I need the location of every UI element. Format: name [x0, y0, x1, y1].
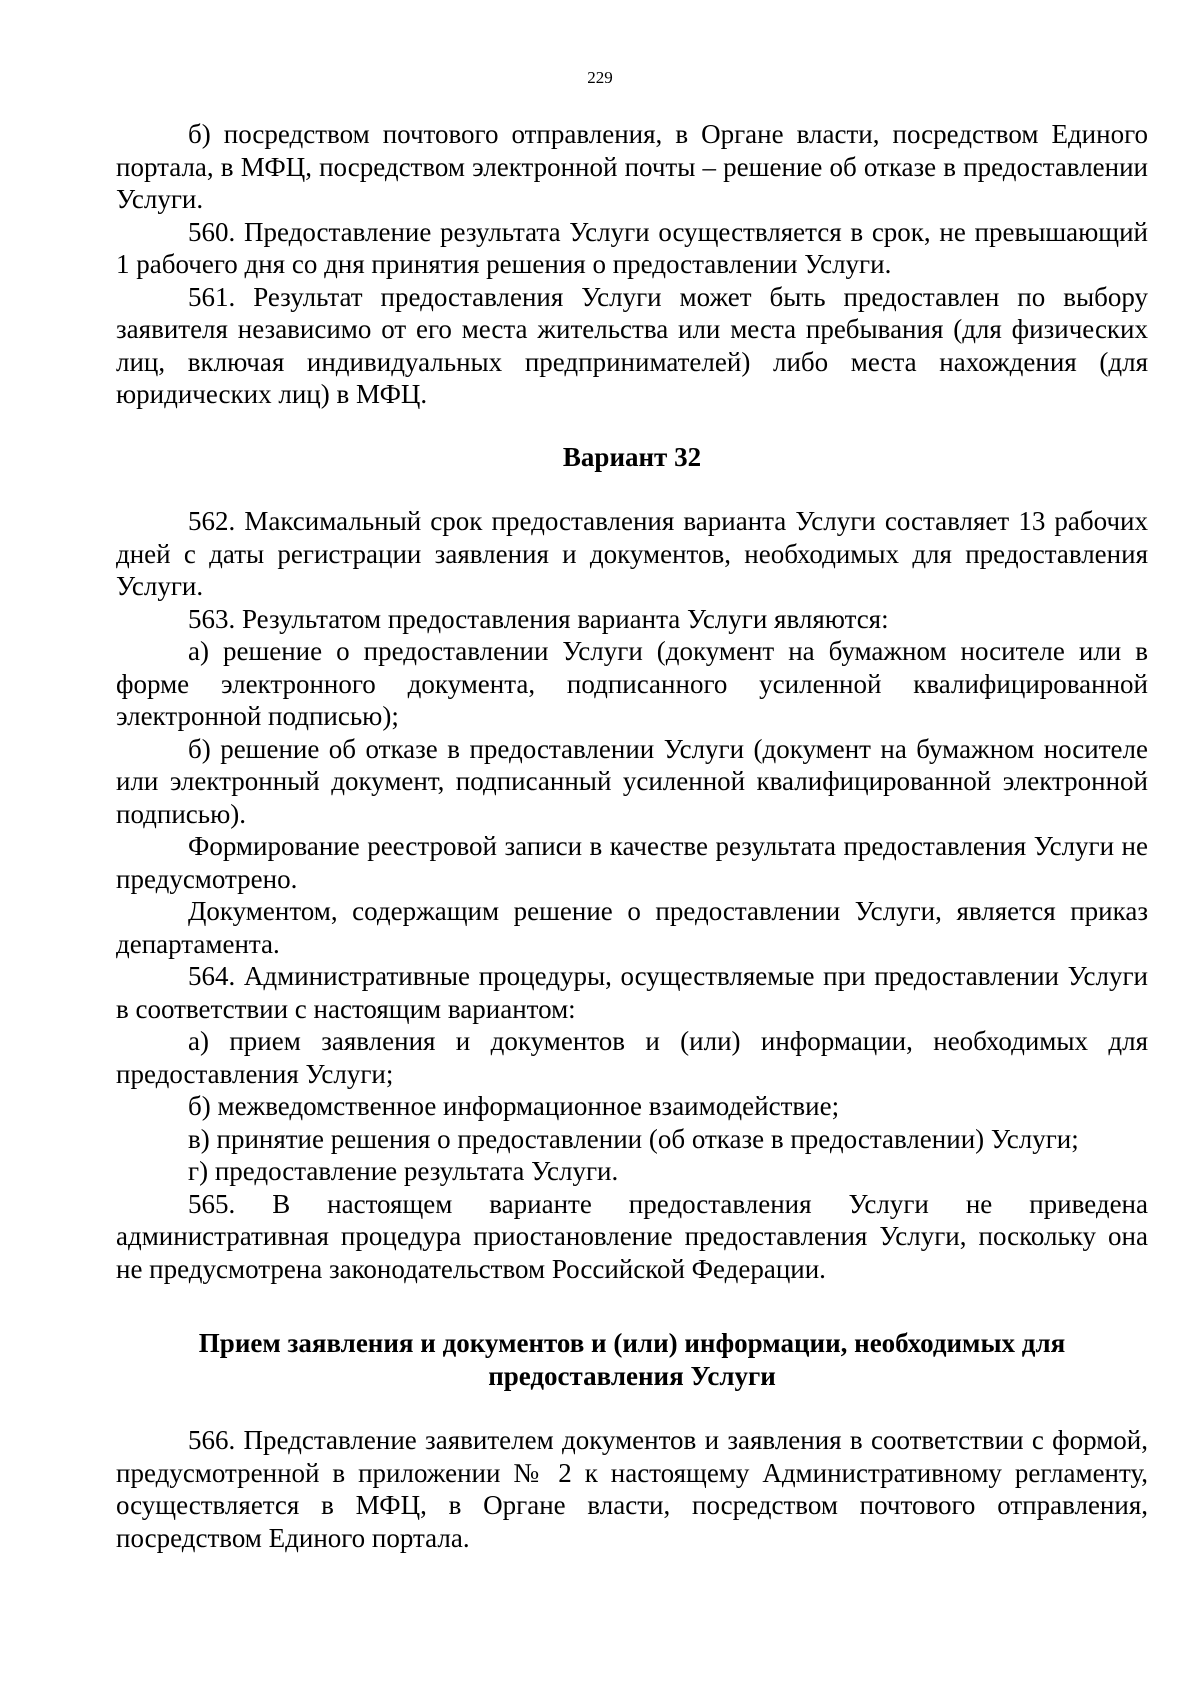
paragraph-564-a: а) прием заявления и документов и (или) информации, необходимых для предоставления Услуги;: [116, 1026, 1148, 1089]
paragraph-561: 561. Результат предоставления Услуги может быть предоставлен по выбору заявителя независимо от его места жительства или места пребывания (для физических лиц, включая индивидуальных предпринимателей) либо места нахождения (для юридических лиц) в МФЦ.: [116, 281, 1148, 409]
paragraph-566: 566. Представление заявителем документов и заявления в соответствии с формой, предусмотренной в приложении № 2 к настоящему Административному регламенту, осуществляется в МФЦ, в Органе власти, посредством почтового отправления, посредством Единого портала.: [116, 1425, 1148, 1553]
paragraph-562: 562. Максимальный срок предоставления варианта Услуги составляет 13 рабочих дней с даты регистрации заявления и документов, необходимых для предоставления Услуги.: [116, 506, 1148, 601]
paragraph-564: 564. Административные процедуры, осуществляемые при предоставлении Услуги в соответствии с настоящим вариантом:: [116, 961, 1148, 1024]
heading-application-intake-line-2: предоставления Услуги: [488, 1360, 776, 1391]
paragraph-564-g: г) предоставление результата Услуги.: [188, 1156, 619, 1186]
document-body: [116, 118, 1148, 1554]
paragraph-563-a: а) решение о предоставлении Услуги (документ на бумажном носителе или в форме электронного документа, подписанного усиленной квалифицированной электронной подписью);: [116, 636, 1148, 731]
paragraph-b-delivery: б) посредством почтового отправления, в Органе власти, посредством Единого портала, в МФЦ, посредством электронной почты – решение об отказе в предоставлении Услуги.: [116, 119, 1148, 214]
paragraph-564-v: в) принятие решения о предоставлении (об отказе в предоставлении) Услуги;: [188, 1123, 1079, 1154]
heading-application-intake-line-1: Прием заявления и документов и (или) информации, необходимых для: [198, 1328, 1066, 1358]
paragraph-560: 560. Предоставление результата Услуги осуществляется в срок, не превышающий 1 рабочего дня со дня принятия решения о предоставлении Услуги.: [116, 216, 1148, 279]
page-number: 229: [587, 68, 613, 87]
paragraph-563-b: б) решение об отказе в предоставлении Услуги (документ на бумажном носителе или электронный документ, подписанный усиленной квалифицированной электронной подписью).: [116, 733, 1148, 829]
heading-variant-32: Вариант 32: [562, 441, 702, 472]
heading-application-intake: [116, 1327, 1148, 1392]
paragraph-563: 563. Результатом предоставления варианта Услуги являются:: [188, 603, 889, 634]
paragraph-565: 565. В настоящем варианте предоставления Услуги не приведена административная процедура приостановление предоставления Услуги, поскольку она не предусмотрена законодательством Российской Федерации.: [116, 1188, 1148, 1284]
paragraph-564-b: б) межведомственное информационное взаимодействие;: [188, 1091, 840, 1121]
paragraph-registry-record: Формирование реестровой записи в качестве результата предоставления Услуги не предусмотрено.: [116, 831, 1148, 894]
paragraph-decision-document: Документом, содержащим решение о предоставлении Услуги, является приказ департамента.: [116, 896, 1148, 959]
